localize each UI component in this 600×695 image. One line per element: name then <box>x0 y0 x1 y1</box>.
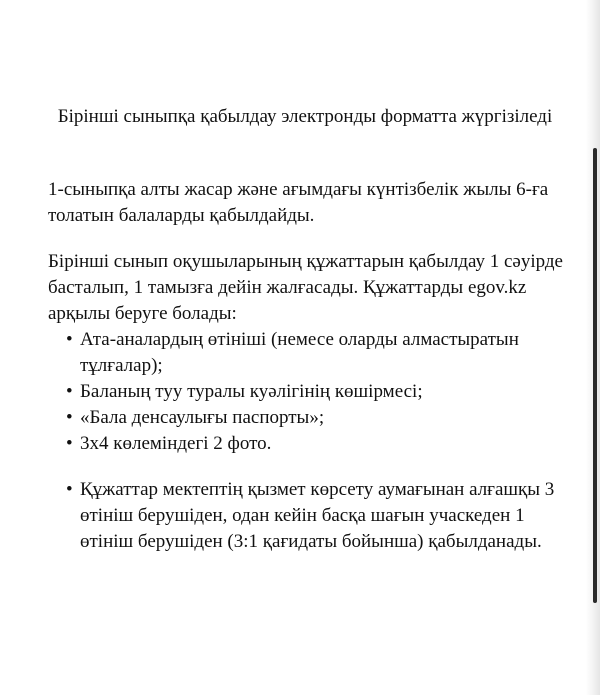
list-item-text: 3х4 көлеміндегі 2 фото. <box>80 433 272 454</box>
bullet-marker: • <box>66 329 73 350</box>
required-documents-list <box>66 327 566 457</box>
list-item <box>66 405 566 431</box>
bullet-marker: • <box>66 407 73 428</box>
admission-rule-text: Құжаттар мектептің қызмет көрсету аумағынан алғашқы 3 өтініш берушіден, одан кейін басқа шағын учаскеден 1 өтініш берушіден (3:1 қағидаты бойынша) қабылданады. <box>80 479 555 552</box>
list-item-text: Ата-аналардың өтініші (немесе оларды алмастыратын тұлғалар); <box>80 329 519 376</box>
list-item <box>66 379 566 405</box>
list-item-text: «Бала денсаулығы паспорты»; <box>80 407 325 428</box>
bullet-marker: • <box>66 381 73 402</box>
list-item <box>66 431 566 457</box>
admission-rule-list <box>66 477 566 555</box>
vertical-scrollbar[interactable] <box>593 148 597 603</box>
age-requirement-paragraph: 1-сыныпқа алты жасар және ағымдағы күнтізбелік жылы 6-ға толатын балаларды қабылдайды. <box>48 179 549 226</box>
list-item-text: Баланың туу туралы куәлігінің көшірмесі; <box>80 381 423 402</box>
list-item <box>66 327 566 379</box>
document-title: Бірінші сыныпқа қабылдау электронды форматта жүргізіледі <box>57 106 553 127</box>
bullet-marker: • <box>66 479 73 500</box>
document-submission-paragraph: Бірінші сынып оқушыларының құжаттарын қабылдау 1 сәуірде басталып, 1 тамызға дейін жалғасады. Құжаттарды egov.kz арқылы беруге болады: <box>48 251 563 324</box>
list-item <box>66 477 566 555</box>
bullet-marker: • <box>66 433 73 454</box>
